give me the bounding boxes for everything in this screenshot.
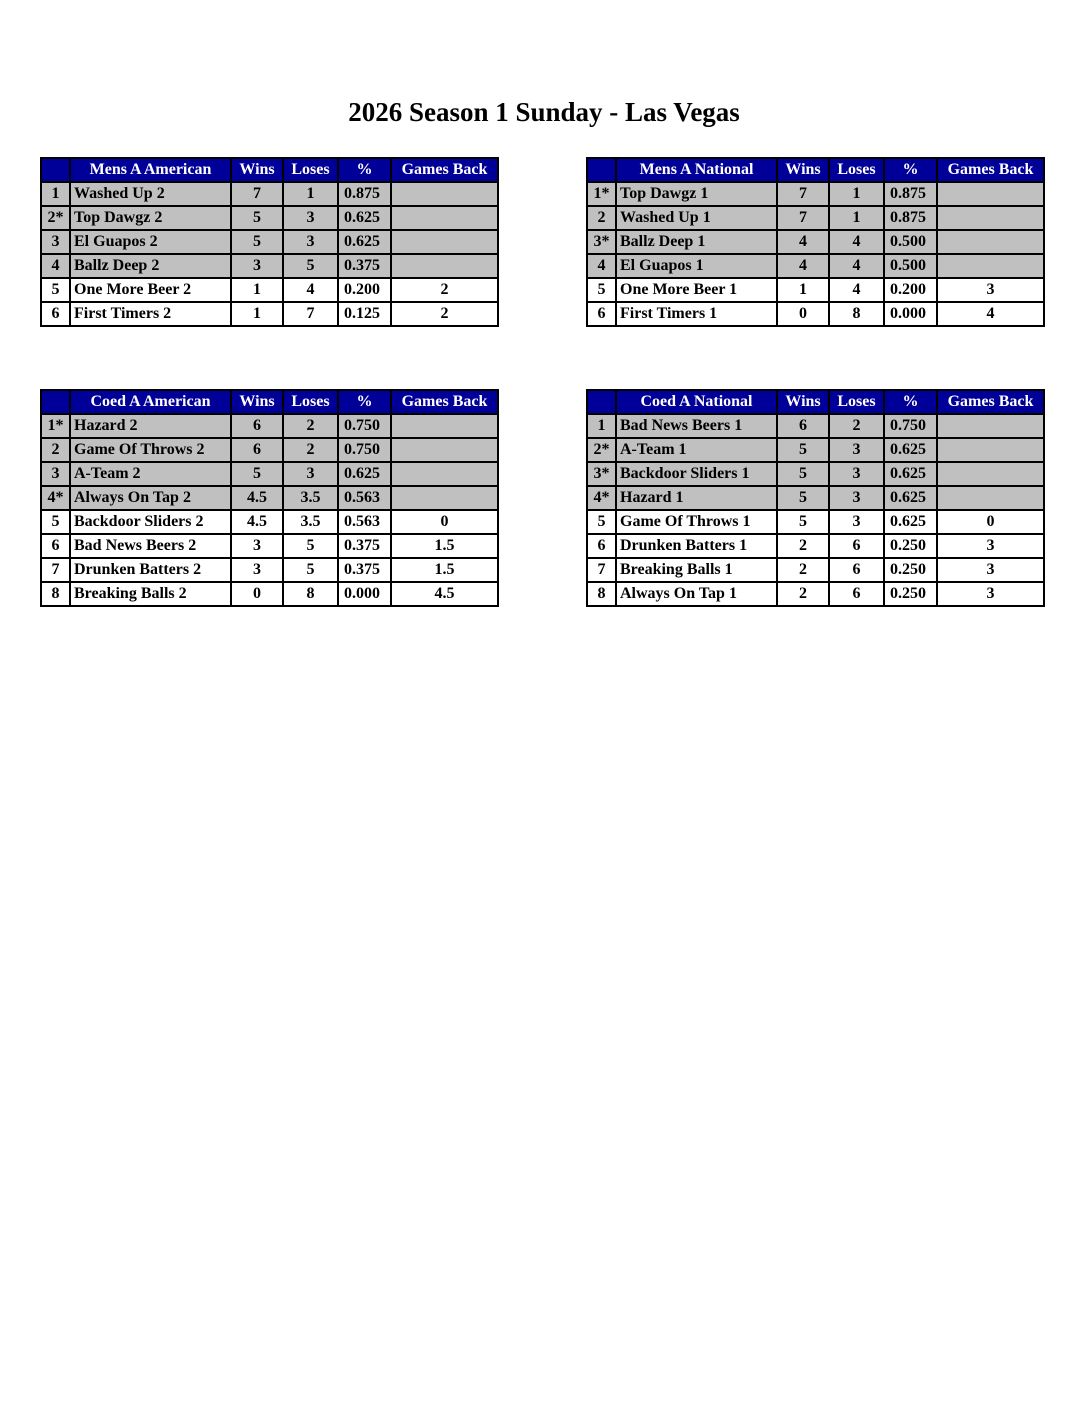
rank-cell: 3 [41,462,70,486]
games-back-cell: 3 [937,582,1044,606]
team-name-cell: Breaking Balls 2 [70,582,231,606]
table-row [41,230,498,254]
team-name-cell: One More Beer 1 [616,278,777,302]
loses-cell: 2 [283,438,338,462]
team-name-cell: Always On Tap 1 [616,582,777,606]
team-name-cell: A-Team 2 [70,462,231,486]
games-back-cell: 1.5 [391,534,498,558]
pct-cell: 0.625 [884,510,937,534]
loses-cell: 6 [829,558,884,582]
table-row [41,462,498,486]
wins-cell: 7 [777,206,829,230]
loses-cell: 6 [829,582,884,606]
pct-cell: 0.375 [338,558,391,582]
rank-cell: 2 [587,206,616,230]
table-row [587,302,1044,326]
team-name-cell: Ballz Deep 2 [70,254,231,278]
wins-header: Wins [777,158,829,182]
standings-table-coed-a-american [40,389,499,607]
header-row [41,390,498,414]
division-name: Mens A National [616,158,777,182]
games-back-cell: 1.5 [391,558,498,582]
games-back-cell: 2 [391,278,498,302]
standings-table-mens-a-american [40,157,499,327]
pct-cell: 0.125 [338,302,391,326]
pct-cell: 0.563 [338,510,391,534]
table-row [41,534,498,558]
wins-cell: 3 [231,254,283,278]
table-row [587,510,1044,534]
team-name-cell: Breaking Balls 1 [616,558,777,582]
pct-cell: 0.000 [338,582,391,606]
pct-header: % [338,158,391,182]
table-row [41,486,498,510]
wins-cell: 5 [231,462,283,486]
wins-cell: 2 [777,534,829,558]
wins-cell: 0 [777,302,829,326]
rank-cell: 6 [587,302,616,326]
games-back-cell [391,438,498,462]
team-name-cell: Hazard 2 [70,414,231,438]
table-row [41,254,498,278]
pct-cell: 0.625 [884,462,937,486]
table-row [587,414,1044,438]
team-name-cell: Washed Up 1 [616,206,777,230]
rank-header [587,390,616,414]
wins-cell: 2 [777,582,829,606]
games-back-cell: 4.5 [391,582,498,606]
wins-cell: 5 [777,510,829,534]
games-back-cell [391,414,498,438]
division-name: Coed A American [70,390,231,414]
team-name-cell: One More Beer 2 [70,278,231,302]
loses-header: Loses [283,390,338,414]
header-row [41,158,498,182]
wins-cell: 6 [777,414,829,438]
team-name-cell: Game Of Throws 1 [616,510,777,534]
rank-cell: 6 [587,534,616,558]
rank-cell: 2* [587,438,616,462]
pct-cell: 0.375 [338,254,391,278]
pct-cell: 0.200 [338,278,391,302]
team-name-cell: Ballz Deep 1 [616,230,777,254]
wins-cell: 6 [231,438,283,462]
games-back-header: Games Back [391,390,498,414]
pct-cell: 0.000 [884,302,937,326]
rank-cell: 4 [41,254,70,278]
loses-cell: 3 [283,230,338,254]
division-name: Coed A National [616,390,777,414]
table-row [41,438,498,462]
pct-cell: 0.750 [884,414,937,438]
pct-cell: 0.563 [338,486,391,510]
team-name-cell: Backdoor Sliders 2 [70,510,231,534]
wins-cell: 4.5 [231,510,283,534]
rank-cell: 4* [587,486,616,510]
team-name-cell: Drunken Batters 2 [70,558,231,582]
table-row [41,182,498,206]
games-back-cell [391,182,498,206]
pct-cell: 0.250 [884,534,937,558]
table-row [41,278,498,302]
loses-header: Loses [829,158,884,182]
games-back-header: Games Back [391,158,498,182]
rank-cell: 3* [587,462,616,486]
rank-header [41,158,70,182]
wins-header: Wins [231,158,283,182]
standings-table-mens-a-national [586,157,1045,327]
team-name-cell: Backdoor Sliders 1 [616,462,777,486]
loses-cell: 4 [829,230,884,254]
table-row [41,558,498,582]
wins-cell: 1 [231,278,283,302]
loses-cell: 3.5 [283,486,338,510]
loses-cell: 5 [283,558,338,582]
table-row [41,302,498,326]
table-row [41,582,498,606]
wins-cell: 2 [777,558,829,582]
pct-cell: 0.500 [884,230,937,254]
wins-header: Wins [231,390,283,414]
table-row [587,230,1044,254]
games-back-cell [937,438,1044,462]
rank-cell: 4* [41,486,70,510]
loses-cell: 3.5 [283,510,338,534]
wins-cell: 5 [777,486,829,510]
table-row [587,582,1044,606]
table-row [587,486,1044,510]
games-back-cell: 3 [937,278,1044,302]
pct-header: % [338,390,391,414]
pct-cell: 0.250 [884,558,937,582]
wins-header: Wins [777,390,829,414]
loses-cell: 7 [283,302,338,326]
pct-cell: 0.200 [884,278,937,302]
wins-cell: 0 [231,582,283,606]
wins-cell: 6 [231,414,283,438]
loses-cell: 8 [829,302,884,326]
team-name-cell: Top Dawgz 1 [616,182,777,206]
wins-cell: 5 [231,230,283,254]
table-row [587,182,1044,206]
loses-cell: 2 [829,414,884,438]
games-back-cell [937,182,1044,206]
table-row [587,206,1044,230]
games-back-cell [937,254,1044,278]
wins-cell: 4 [777,230,829,254]
games-back-cell: 3 [937,534,1044,558]
pct-cell: 0.750 [338,438,391,462]
pct-cell: 0.875 [884,206,937,230]
division-name: Mens A American [70,158,231,182]
loses-cell: 8 [283,582,338,606]
page-title: 2026 Season 1 Sunday - Las Vegas [348,97,740,127]
loses-cell: 2 [283,414,338,438]
games-back-cell [937,486,1044,510]
loses-cell: 4 [829,254,884,278]
team-name-cell: Hazard 1 [616,486,777,510]
wins-cell: 7 [777,182,829,206]
games-back-cell: 4 [937,302,1044,326]
games-back-cell: 2 [391,302,498,326]
rank-cell: 2 [41,438,70,462]
team-name-cell: Bad News Beers 2 [70,534,231,558]
games-back-cell [391,462,498,486]
pct-cell: 0.875 [338,182,391,206]
pct-cell: 0.750 [338,414,391,438]
rank-cell: 7 [587,558,616,582]
rank-header [41,390,70,414]
pct-cell: 0.375 [338,534,391,558]
games-back-cell [391,254,498,278]
loses-cell: 1 [283,182,338,206]
team-name-cell: First Timers 1 [616,302,777,326]
table-row [587,534,1044,558]
rank-header [587,158,616,182]
team-name-cell: A-Team 1 [616,438,777,462]
games-back-header: Games Back [937,390,1044,414]
loses-header: Loses [283,158,338,182]
games-back-cell [937,462,1044,486]
games-back-cell: 0 [391,510,498,534]
team-name-cell: Always On Tap 2 [70,486,231,510]
rank-cell: 1 [41,182,70,206]
table-row [587,278,1044,302]
loses-cell: 3 [283,206,338,230]
pct-cell: 0.625 [338,230,391,254]
loses-cell: 3 [829,486,884,510]
team-name-cell: First Timers 2 [70,302,231,326]
table-row [41,414,498,438]
loses-cell: 5 [283,254,338,278]
games-back-cell [391,230,498,254]
games-back-cell [937,206,1044,230]
wins-cell: 5 [231,206,283,230]
table-row [41,206,498,230]
rank-cell: 5 [587,510,616,534]
games-back-cell: 0 [937,510,1044,534]
team-name-cell: Bad News Beers 1 [616,414,777,438]
wins-cell: 1 [777,278,829,302]
pct-cell: 0.625 [884,486,937,510]
pct-cell: 0.875 [884,182,937,206]
rank-cell: 1* [587,182,616,206]
team-name-cell: Game Of Throws 2 [70,438,231,462]
pct-header: % [884,390,937,414]
pct-cell: 0.500 [884,254,937,278]
rank-cell: 5 [41,510,70,534]
pct-cell: 0.625 [338,462,391,486]
games-back-cell [391,486,498,510]
team-name-cell: El Guapos 1 [616,254,777,278]
games-back-cell [937,230,1044,254]
games-back-header: Games Back [937,158,1044,182]
wins-cell: 5 [777,438,829,462]
loses-cell: 3 [283,462,338,486]
rank-cell: 5 [41,278,70,302]
rank-cell: 4 [587,254,616,278]
games-back-cell [391,206,498,230]
header-row [587,390,1044,414]
loses-cell: 4 [829,278,884,302]
pct-cell: 0.625 [338,206,391,230]
loses-header: Loses [829,390,884,414]
header-row [587,158,1044,182]
wins-cell: 4 [777,254,829,278]
games-back-cell [937,414,1044,438]
rank-cell: 2* [41,206,70,230]
pct-cell: 0.250 [884,582,937,606]
rank-cell: 3 [41,230,70,254]
rank-cell: 6 [41,302,70,326]
rank-cell: 7 [41,558,70,582]
loses-cell: 3 [829,438,884,462]
loses-cell: 3 [829,462,884,486]
rank-cell: 5 [587,278,616,302]
wins-cell: 7 [231,182,283,206]
table-row [587,462,1044,486]
rank-cell: 8 [587,582,616,606]
pct-header: % [884,158,937,182]
wins-cell: 3 [231,558,283,582]
team-name-cell: Top Dawgz 2 [70,206,231,230]
loses-cell: 5 [283,534,338,558]
rank-cell: 6 [41,534,70,558]
games-back-cell: 3 [937,558,1044,582]
loses-cell: 1 [829,182,884,206]
loses-cell: 6 [829,534,884,558]
standings-table-coed-a-national [586,389,1045,607]
team-name-cell: El Guapos 2 [70,230,231,254]
wins-cell: 5 [777,462,829,486]
loses-cell: 1 [829,206,884,230]
rank-cell: 8 [41,582,70,606]
loses-cell: 3 [829,510,884,534]
wins-cell: 3 [231,534,283,558]
table-row [587,558,1044,582]
table-row [41,510,498,534]
pct-cell: 0.625 [884,438,937,462]
table-row [587,254,1044,278]
rank-cell: 1* [41,414,70,438]
loses-cell: 4 [283,278,338,302]
team-name-cell: Washed Up 2 [70,182,231,206]
team-name-cell: Drunken Batters 1 [616,534,777,558]
wins-cell: 4.5 [231,486,283,510]
rank-cell: 3* [587,230,616,254]
rank-cell: 1 [587,414,616,438]
wins-cell: 1 [231,302,283,326]
table-row [587,438,1044,462]
